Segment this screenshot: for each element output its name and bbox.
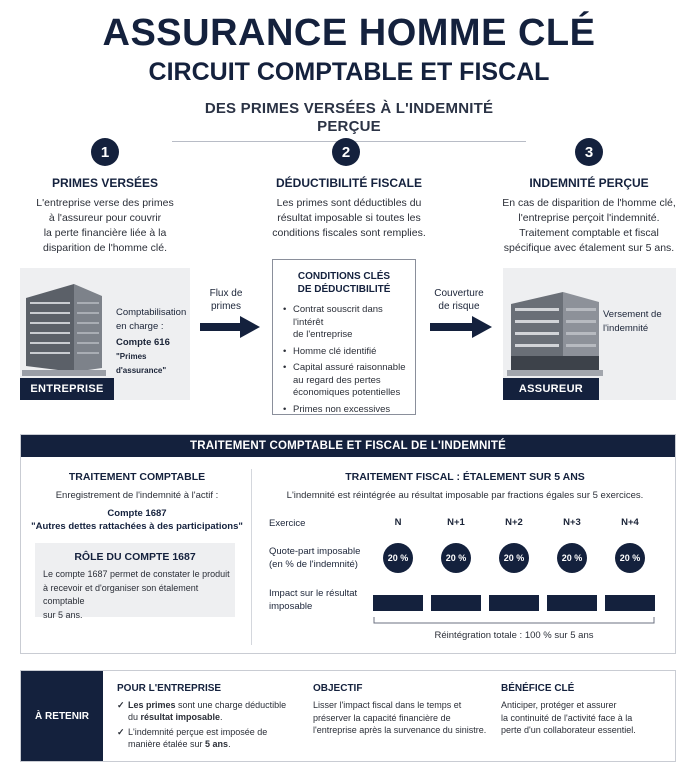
objectif-text [313,699,489,737]
step-2-desc-line: Les primes sont déductibles du [276,197,422,209]
assureur-label: ASSUREUR [503,378,599,400]
comptable-compte-desc: "Autres dettes rattachées à des participations" [31,521,243,532]
step-2-desc-line: résultat imposable si toutes les [277,212,421,224]
impact-bar [605,595,655,611]
step-3-desc-line: Traitement comptable et fiscal [519,227,659,239]
entreprise-compta-line: Comptabilisation [116,307,187,318]
page-subtitle: CIRCUIT COMPTABLE ET FISCAL [148,58,550,86]
brace-icon [373,617,655,627]
benefice-text [501,699,671,737]
condition-line: • Contrat souscrit dans l'intérêt [293,304,383,328]
step-1-desc-line: disparition de l'homme clé. [43,242,167,254]
check-bold: Les primes [128,700,176,710]
conditions-title: CONDITIONS CLÉS [297,271,391,282]
arrow-right-icon [430,316,492,338]
arrow-flux-line: Flux de [209,288,243,299]
check-text: du [128,712,141,722]
impact-bar [373,595,423,611]
step-2-title: DÉDUCTIBILITÉ FISCALE [276,176,422,190]
entreprise-label: ENTREPRISE [20,378,114,400]
entreprise-compte-desc: "Primes d'assurance" [116,352,167,375]
fiscal-title: TRAITEMENT FISCAL : ÉTALEMENT SUR 5 ANS [345,471,585,483]
entreprise-compta-line: en charge : [116,321,164,332]
role-text [43,568,235,622]
step-3-desc-line: l'entreprise perçoit l'indemnité. [518,212,660,224]
conditions-box [272,259,416,415]
entreprise-compte: Compte 616 [116,337,170,348]
condition-line: • Homme clé identifié [293,345,377,357]
benefice-title: BÉNÉFICE CLÉ [501,683,575,694]
role-line: à recevoir et d'organiser son étalement comptable [43,582,199,606]
condition-line: • Capital assuré raisonnable [293,362,406,373]
row-quote-label [269,545,360,571]
step-3-desc-line: En cas de disparition de l'homme clé, [502,197,676,209]
check-bold: 5 ans [205,739,229,749]
condition-item [283,404,409,417]
check-text: . [228,739,231,749]
step-2-number: 2 [332,138,360,166]
role-title: RÔLE DU COMPTE 1687 [74,551,196,563]
arrow-flux-label [200,287,252,313]
condition-item [283,346,409,359]
assureur-line: Versement de [603,309,662,320]
page-title: ASSURANCE HOMME CLÉ [102,12,596,54]
check-text: sont une charge déductible [175,700,287,710]
retenir-section [20,670,676,762]
objectif-line: l'entreprise après la survenance du sinistre. [313,725,487,735]
role-box [35,543,235,620]
entreprise-checks [117,699,293,750]
arrow-couverture-label [426,287,492,313]
objectif-line: préserver la capacité financière de [313,712,451,723]
entreprise-column [117,683,293,753]
assureur-card [503,268,676,400]
role-line: sur 5 ans. [43,609,83,620]
step-1-title: PRIMES VERSÉES [51,176,159,190]
row-impact-line: Impact sur le résultat [269,588,358,599]
check-item [117,699,293,723]
step-3-title: INDEMNITÉ PERÇUE [529,176,649,190]
year-n3: N+3 [563,517,581,528]
comptable-enreg: Enregistrement de l'indemnité à l'actif : [55,490,219,501]
impact-bar [489,595,539,611]
condition-item [283,304,409,342]
row-impact-label [269,587,357,613]
role-line: Le compte 1687 permet de constater le produit [43,569,230,579]
condition-line: au regard des pertes [293,374,381,386]
check-item [117,726,293,750]
step-1-desc-line: L'entreprise verse des primes [36,197,174,209]
step-1-desc-line: à l'assureur pour couvrir [48,212,162,224]
share-circle: 20 % [441,543,471,573]
check-text: manière étalée sur [128,739,206,749]
share-circle: 20 % [499,543,529,573]
entreprise-card [20,268,190,400]
impact-bar [547,595,597,611]
benefice-line: perte d'un collaborateur essentiel. [501,725,636,735]
arrow-couverture-line: Couverture [434,288,484,299]
check-text: L'indemnité perçue est imposée de [128,727,268,737]
fiscal-desc: L'indemnité est réintégrée au résultat imposable par fractions égales sur 5 exercices. [286,490,644,501]
total-reintegration: Réintégration totale : 100 % sur 5 ans [434,630,594,641]
objectif-line: Lisser l'impact fiscal dans le temps et [313,700,462,710]
objectif-column [313,683,489,737]
retenir-label: À RETENIR [21,671,103,761]
arrow-right-icon [200,316,260,338]
section-divider [251,469,252,645]
row-quote-line: Quote-part imposable [269,546,361,557]
row-quote-line: (en % de l'indemnité) [269,559,358,570]
entreprise-column-title: POUR L'ENTREPRISE [117,683,222,694]
year-n4: N+4 [621,517,639,528]
year-n: N [394,517,402,528]
building-icon [22,276,106,376]
step-2-desc-line: conditions fiscales sont remplies. [272,227,426,239]
benefice-line: la continuité de l'activité face à la [501,712,633,723]
conditions-list [283,304,409,416]
arrow-flux-line: primes [210,301,241,312]
arrow-couverture-line: de risque [438,301,480,312]
row-exercice-label: Exercice [269,518,306,529]
step-1-desc-line: la perte financière liée à la [43,227,167,239]
condition-line: économiques potentielles [293,387,401,398]
check-bold: résultat imposable [140,712,221,722]
share-circle: 20 % [615,543,645,573]
treatment-section [20,434,676,654]
check-text: . [220,712,223,722]
step-3-desc [484,196,694,256]
step-1-desc [20,196,190,256]
impact-bar [431,595,481,611]
benefice-column [501,683,671,737]
step-3-number: 3 [575,138,603,166]
condition-line: de l'entreprise [293,329,353,340]
treatment-section-title: TRAITEMENT COMPTABLE ET FISCAL DE L'INDEMNITÉ [21,435,675,457]
year-n2: N+2 [505,517,523,528]
comptable-compte: Compte 1687 [107,508,167,519]
entreprise-compta [116,306,188,378]
tagline-wrapper [172,100,526,142]
benefice-line: Anticiper, protéger et assurer [501,700,617,710]
share-circle: 20 % [383,543,413,573]
condition-item [283,362,409,400]
building-icon [507,286,603,376]
share-circle: 20 % [557,543,587,573]
step-1-number: 1 [91,138,119,166]
comptable-title: TRAITEMENT COMPTABLE [68,471,206,483]
conditions-title: DE DÉDUCTIBILITÉ [297,284,391,295]
assureur-text [603,308,673,336]
step-2-desc [244,196,454,241]
row-impact-line: imposable [269,601,313,612]
assureur-line: l'indemnité [603,323,649,334]
year-n1: N+1 [447,517,465,528]
objectif-title: OBJECTIF [313,683,363,694]
step-3-desc-line: spécifique avec étalement sur 5 ans. [503,242,675,254]
tagline: DES PRIMES VERSÉES À L'INDEMNITÉ PERÇUE [204,100,494,135]
condition-line: • Primes non excessives [293,403,391,415]
